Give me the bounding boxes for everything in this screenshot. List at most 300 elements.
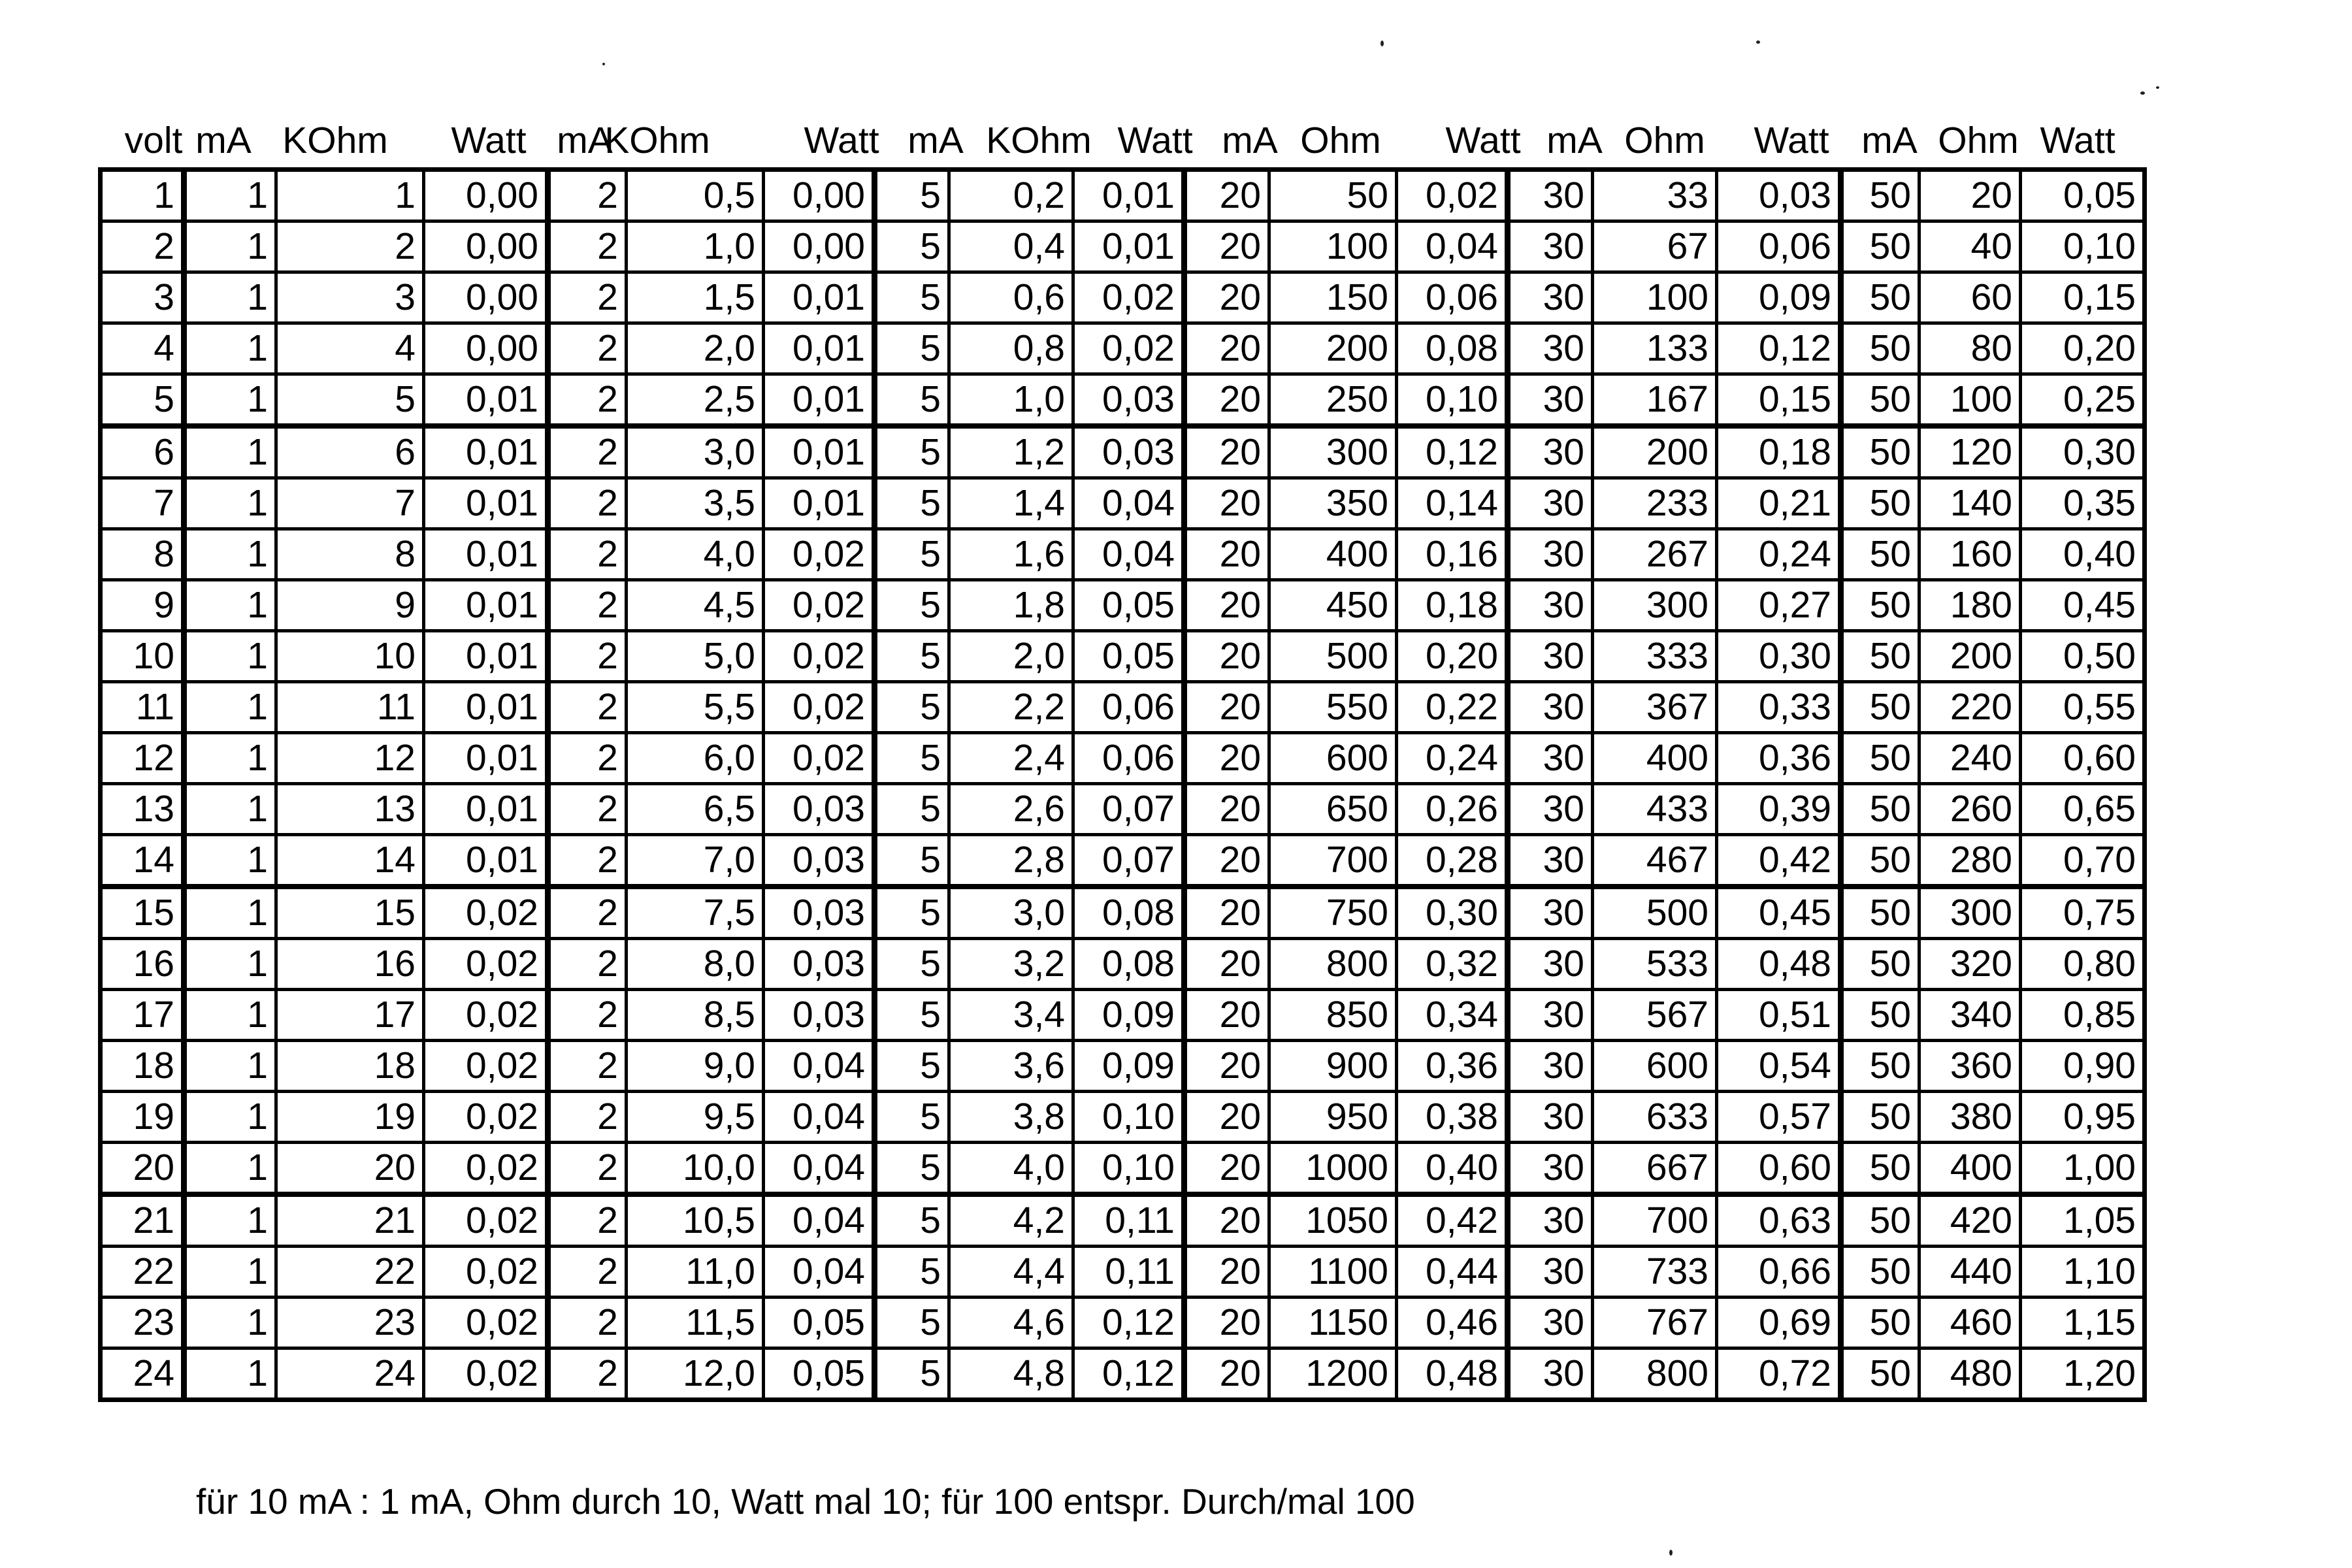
table-cell: 20	[1184, 323, 1269, 374]
table-cell: 7	[101, 478, 184, 529]
table-cell: 333	[1593, 631, 1717, 682]
table-cell: 30	[1508, 835, 1593, 887]
table-cell: 7,5	[627, 887, 764, 939]
table-cell: 2	[548, 733, 627, 784]
table-cell: 0,03	[1073, 374, 1184, 427]
table-cell: 1	[184, 580, 276, 631]
table-cell: 10	[276, 631, 424, 682]
table-cell: 850	[1269, 990, 1397, 1041]
table-cell: 20	[1184, 733, 1269, 784]
table-cell: 2	[548, 272, 627, 323]
table-cell: 0,01	[764, 323, 875, 374]
table-cell: 50	[1841, 990, 1919, 1041]
table-cell: 5,5	[627, 682, 764, 733]
table-cell: 5	[875, 835, 949, 887]
table-cell: 2	[276, 221, 424, 272]
table-cell: 1	[184, 887, 276, 939]
table-cell: 5	[276, 374, 424, 427]
column-header: mA	[1222, 120, 1278, 161]
table-cell: 2	[548, 374, 627, 427]
table-cell: 240	[1919, 733, 2021, 784]
table-cell: 4,8	[949, 1348, 1073, 1400]
table-cell: 5,0	[627, 631, 764, 682]
table-cell: 30	[1508, 784, 1593, 835]
table-cell: 20	[276, 1143, 424, 1195]
table-cell: 380	[1919, 1092, 2021, 1143]
table-cell: 0,60	[1717, 1143, 1841, 1195]
column-header: Watt	[451, 120, 527, 161]
scan-speck	[1669, 1550, 1673, 1556]
table-cell: 0,01	[424, 478, 548, 529]
table-cell: 20	[1184, 374, 1269, 427]
table-cell: 0,04	[764, 1247, 875, 1298]
table-cell: 180	[1919, 580, 2021, 631]
table-cell: 200	[1919, 631, 2021, 682]
table-cell: 600	[1593, 1041, 1717, 1092]
table-cell: 50	[1841, 1041, 1919, 1092]
table-cell: 50	[1841, 631, 1919, 682]
column-header: Ohm	[1624, 120, 1705, 161]
table-cell: 30	[1508, 221, 1593, 272]
table-cell: 0,20	[1397, 631, 1508, 682]
table-cell: 1	[184, 1298, 276, 1348]
table-cell: 7,0	[627, 835, 764, 887]
table-cell: 0,36	[1397, 1041, 1508, 1092]
table-row	[101, 1298, 2145, 1348]
table-cell: 460	[1919, 1298, 2021, 1348]
table-cell: 0,5	[627, 170, 764, 221]
table-cell: 1,8	[949, 580, 1073, 631]
table-cell: 30	[1508, 682, 1593, 733]
table-cell: 1,2	[949, 426, 1073, 478]
table-cell: 0,01	[424, 631, 548, 682]
table-cell: 2	[548, 784, 627, 835]
table-cell: 0,51	[1717, 990, 1841, 1041]
table-cell: 50	[1841, 478, 1919, 529]
table-cell: 30	[1508, 272, 1593, 323]
scan-speck	[2156, 86, 2159, 89]
table-cell: 3	[276, 272, 424, 323]
table-cell: 2	[548, 887, 627, 939]
table-cell: 0,34	[1397, 990, 1508, 1041]
table-cell: 0,11	[1073, 1247, 1184, 1298]
table-cell: 0,03	[764, 835, 875, 887]
table-cell: 0,02	[764, 631, 875, 682]
table-cell: 30	[1508, 1348, 1593, 1400]
table-cell: 0,35	[2021, 478, 2145, 529]
table-row	[101, 374, 2145, 427]
table-cell: 5	[101, 374, 184, 427]
table-cell: 440	[1919, 1247, 2021, 1298]
table-cell: 0,04	[764, 1041, 875, 1092]
table-cell: 50	[1841, 1143, 1919, 1195]
table-cell: 0,10	[1073, 1143, 1184, 1195]
table-cell: 30	[1508, 374, 1593, 427]
table-cell: 0,02	[764, 580, 875, 631]
table-cell: 2,6	[949, 784, 1073, 835]
table-cell: 0,2	[949, 170, 1073, 221]
table-cell: 0,55	[2021, 682, 2145, 733]
table-cell: 1	[101, 170, 184, 221]
scan-speck	[1756, 41, 1760, 44]
table-cell: 14	[101, 835, 184, 887]
table-cell: 50	[1841, 272, 1919, 323]
table-cell: 3,2	[949, 939, 1073, 990]
table-cell: 50	[1841, 221, 1919, 272]
table-cell: 1	[184, 374, 276, 427]
table-cell: 0,09	[1717, 272, 1841, 323]
table-cell: 0,22	[1397, 682, 1508, 733]
table-cell: 60	[1919, 272, 2021, 323]
table-cell: 1	[184, 529, 276, 580]
table-row	[101, 733, 2145, 784]
column-header: mA	[557, 120, 613, 161]
table-cell: 20	[1184, 1092, 1269, 1143]
table-cell: 20	[1184, 478, 1269, 529]
table-cell: 750	[1269, 887, 1397, 939]
table-cell: 30	[1508, 529, 1593, 580]
table-cell: 0,44	[1397, 1247, 1508, 1298]
table-cell: 0,00	[424, 170, 548, 221]
table-cell: 0,18	[1717, 426, 1841, 478]
table-cell: 5	[875, 990, 949, 1041]
table-cell: 0,00	[424, 221, 548, 272]
column-header: KOhm	[282, 120, 388, 161]
table-cell: 0,65	[2021, 784, 2145, 835]
table-cell: 0,63	[1717, 1194, 1841, 1247]
table-cell: 50	[1841, 835, 1919, 887]
table-cell: 50	[1841, 426, 1919, 478]
column-header: Watt	[2040, 120, 2115, 161]
table-cell: 1,15	[2021, 1298, 2145, 1348]
table-cell: 3,8	[949, 1092, 1073, 1143]
table-cell: 5	[875, 631, 949, 682]
table-cell: 0,01	[424, 580, 548, 631]
table-cell: 3,0	[949, 887, 1073, 939]
table-cell: 4,6	[949, 1298, 1073, 1348]
table-cell: 20	[1184, 887, 1269, 939]
table-cell: 0,02	[1073, 323, 1184, 374]
table-cell: 3,0	[627, 426, 764, 478]
table-cell: 0,10	[2021, 221, 2145, 272]
table-cell: 0,01	[424, 529, 548, 580]
table-cell: 0,38	[1397, 1092, 1508, 1143]
table-row	[101, 1247, 2145, 1298]
table-cell: 10,5	[627, 1194, 764, 1247]
table-cell: 0,27	[1717, 580, 1841, 631]
table-cell: 17	[276, 990, 424, 1041]
table-cell: 0,06	[1397, 272, 1508, 323]
table-row	[101, 990, 2145, 1041]
table-cell: 12,0	[627, 1348, 764, 1400]
table-cell: 0,01	[764, 426, 875, 478]
table-cell: 1,4	[949, 478, 1073, 529]
table-cell: 30	[1508, 1298, 1593, 1348]
table-cell: 17	[101, 990, 184, 1041]
table-cell: 0,12	[1397, 426, 1508, 478]
table-cell: 220	[1919, 682, 2021, 733]
table-cell: 20	[1184, 1041, 1269, 1092]
table-row	[101, 1041, 2145, 1092]
table-cell: 8,5	[627, 990, 764, 1041]
table-cell: 20	[1184, 529, 1269, 580]
table-cell: 5	[875, 323, 949, 374]
column-header: mA	[907, 120, 964, 161]
table-cell: 767	[1593, 1298, 1717, 1348]
table-cell: 0,01	[764, 272, 875, 323]
resistor-power-table	[98, 167, 2147, 1402]
table-cell: 280	[1919, 835, 2021, 887]
table-cell: 2	[548, 426, 627, 478]
table-cell: 0,03	[764, 887, 875, 939]
table-cell: 0,02	[424, 1194, 548, 1247]
table-cell: 30	[1508, 580, 1593, 631]
table-cell: 0,00	[424, 272, 548, 323]
table-cell: 0,10	[1073, 1092, 1184, 1143]
table-cell: 0,80	[2021, 939, 2145, 990]
table-cell: 24	[101, 1348, 184, 1400]
table-cell: 4	[101, 323, 184, 374]
table-cell: 22	[276, 1247, 424, 1298]
table-cell: 0,4	[949, 221, 1073, 272]
table-cell: 360	[1919, 1041, 2021, 1092]
table-cell: 0,18	[1397, 580, 1508, 631]
table-cell: 4,0	[627, 529, 764, 580]
table-cell: 5	[875, 1298, 949, 1348]
table-cell: 2,4	[949, 733, 1073, 784]
table-cell: 20	[1184, 1298, 1269, 1348]
table-cell: 8	[101, 529, 184, 580]
table-cell: 0,06	[1073, 733, 1184, 784]
table-cell: 30	[1508, 426, 1593, 478]
table-cell: 0,32	[1397, 939, 1508, 990]
column-header: KOhm	[986, 120, 1092, 161]
table-cell: 0,20	[2021, 323, 2145, 374]
table-cell: 0,01	[764, 478, 875, 529]
table-cell: 5	[875, 170, 949, 221]
table-cell: 15	[101, 887, 184, 939]
table-cell: 21	[276, 1194, 424, 1247]
table-cell: 8	[276, 529, 424, 580]
table-cell: 20	[1184, 631, 1269, 682]
table-cell: 0,06	[1717, 221, 1841, 272]
table-cell: 1	[184, 272, 276, 323]
table-cell: 450	[1269, 580, 1397, 631]
table-cell: 300	[1593, 580, 1717, 631]
table-cell: 0,00	[764, 170, 875, 221]
table-cell: 0,12	[1073, 1298, 1184, 1348]
table-cell: 0,85	[2021, 990, 2145, 1041]
table-cell: 0,66	[1717, 1247, 1841, 1298]
table-cell: 0,05	[2021, 170, 2145, 221]
table-cell: 0,46	[1397, 1298, 1508, 1348]
table-cell: 0,02	[424, 1143, 548, 1195]
table-cell: 4,2	[949, 1194, 1073, 1247]
table-cell: 0,06	[1073, 682, 1184, 733]
table-cell: 30	[1508, 1092, 1593, 1143]
column-header-row	[98, 110, 2169, 172]
table-cell: 11,0	[627, 1247, 764, 1298]
table-cell: 0,30	[1717, 631, 1841, 682]
table-cell: 23	[101, 1298, 184, 1348]
table-cell: 0,03	[764, 784, 875, 835]
table-cell: 500	[1593, 887, 1717, 939]
table-cell: 2	[101, 221, 184, 272]
table-cell: 167	[1593, 374, 1717, 427]
table-cell: 0,04	[764, 1092, 875, 1143]
table-cell: 30	[1508, 1247, 1593, 1298]
table-cell: 5	[875, 426, 949, 478]
table-body	[101, 170, 2145, 1400]
table-cell: 2	[548, 1194, 627, 1247]
table-cell: 30	[1508, 170, 1593, 221]
table-row	[101, 682, 2145, 733]
table-cell: 950	[1269, 1092, 1397, 1143]
table-cell: 2,8	[949, 835, 1073, 887]
table-cell: 0,01	[424, 374, 548, 427]
table-cell: 0,01	[424, 784, 548, 835]
table-cell: 50	[1841, 170, 1919, 221]
table-cell: 1	[184, 631, 276, 682]
table-cell: 0,02	[764, 529, 875, 580]
table-cell: 20	[1184, 1348, 1269, 1400]
table-cell: 400	[1269, 529, 1397, 580]
table-cell: 50	[1841, 1348, 1919, 1400]
table-cell: 30	[1508, 478, 1593, 529]
table-cell: 0,6	[949, 272, 1073, 323]
table-cell: 1	[184, 1041, 276, 1092]
table-cell: 300	[1269, 426, 1397, 478]
table-cell: 67	[1593, 221, 1717, 272]
table-cell: 0,10	[1397, 374, 1508, 427]
table-cell: 6,5	[627, 784, 764, 835]
table-cell: 30	[1508, 939, 1593, 990]
table-cell: 667	[1593, 1143, 1717, 1195]
table-cell: 267	[1593, 529, 1717, 580]
table-cell: 260	[1919, 784, 2021, 835]
column-header: volt	[124, 120, 183, 161]
table-cell: 0,03	[764, 990, 875, 1041]
scan-speck	[1380, 41, 1384, 46]
scan-speck	[602, 63, 605, 65]
table-cell: 0,02	[424, 1247, 548, 1298]
table-cell: 80	[1919, 323, 2021, 374]
table-cell: 50	[1841, 887, 1919, 939]
table-cell: 11	[276, 682, 424, 733]
table-cell: 150	[1269, 272, 1397, 323]
table-cell: 5	[875, 1041, 949, 1092]
table-cell: 50	[1269, 170, 1397, 221]
table-cell: 0,24	[1397, 733, 1508, 784]
table-cell: 16	[276, 939, 424, 990]
table-cell: 0,02	[764, 682, 875, 733]
table-cell: 1	[184, 1348, 276, 1400]
table-cell: 250	[1269, 374, 1397, 427]
table-cell: 5	[875, 1348, 949, 1400]
table-cell: 0,04	[1397, 221, 1508, 272]
table-cell: 10,0	[627, 1143, 764, 1195]
table-row	[101, 1143, 2145, 1195]
table-cell: 3,5	[627, 478, 764, 529]
table-cell: 0,75	[2021, 887, 2145, 939]
table-cell: 0,07	[1073, 835, 1184, 887]
table-cell: 0,02	[764, 733, 875, 784]
table-cell: 5	[875, 580, 949, 631]
table-cell: 15	[276, 887, 424, 939]
table-cell: 5	[875, 1143, 949, 1195]
table-cell: 420	[1919, 1194, 2021, 1247]
table-cell: 20	[1184, 990, 1269, 1041]
table-cell: 0,45	[1717, 887, 1841, 939]
table-cell: 16	[101, 939, 184, 990]
table-cell: 0,30	[1397, 887, 1508, 939]
table-cell: 633	[1593, 1092, 1717, 1143]
table-cell: 0,05	[764, 1348, 875, 1400]
column-header: mA	[195, 120, 252, 161]
table-cell: 12	[276, 733, 424, 784]
table-cell: 0,01	[764, 374, 875, 427]
table-cell: 5	[875, 1194, 949, 1247]
table-cell: 1	[184, 835, 276, 887]
table-cell: 700	[1593, 1194, 1717, 1247]
table-cell: 567	[1593, 990, 1717, 1041]
table-cell: 20	[1184, 170, 1269, 221]
table-cell: 2	[548, 323, 627, 374]
table-cell: 5	[875, 374, 949, 427]
table-cell: 5	[875, 784, 949, 835]
table-row	[101, 323, 2145, 374]
table-cell: 2	[548, 631, 627, 682]
table-cell: 30	[1508, 631, 1593, 682]
table-cell: 700	[1269, 835, 1397, 887]
table-cell: 1	[184, 323, 276, 374]
table-cell: 50	[1841, 939, 1919, 990]
table-cell: 900	[1269, 1041, 1397, 1092]
table-cell: 0,04	[1073, 529, 1184, 580]
table-cell: 1,0	[627, 221, 764, 272]
table-cell: 0,30	[2021, 426, 2145, 478]
table-cell: 1	[184, 990, 276, 1041]
table-cell: 2,5	[627, 374, 764, 427]
table-cell: 800	[1593, 1348, 1717, 1400]
table-cell: 0,03	[1717, 170, 1841, 221]
table-cell: 133	[1593, 323, 1717, 374]
table-cell: 1,0	[949, 374, 1073, 427]
table-cell: 0,04	[1073, 478, 1184, 529]
table-cell: 0,02	[424, 1092, 548, 1143]
table-row	[101, 835, 2145, 887]
table-cell: 100	[1919, 374, 2021, 427]
column-header: KOhm	[604, 120, 710, 161]
table-cell: 1	[184, 1247, 276, 1298]
table-cell: 0,02	[1073, 272, 1184, 323]
table-cell: 0,08	[1073, 939, 1184, 990]
table-cell: 13	[101, 784, 184, 835]
table-cell: 0,07	[1073, 784, 1184, 835]
table-cell: 20	[1184, 835, 1269, 887]
table-cell: 18	[276, 1041, 424, 1092]
table-cell: 5	[875, 529, 949, 580]
table-row	[101, 478, 2145, 529]
table-cell: 1	[184, 221, 276, 272]
table-cell: 0,02	[424, 887, 548, 939]
table-cell: 340	[1919, 990, 2021, 1041]
table-cell: 433	[1593, 784, 1717, 835]
table-cell: 13	[276, 784, 424, 835]
table-cell: 200	[1593, 426, 1717, 478]
table-cell: 3,6	[949, 1041, 1073, 1092]
table-cell: 6,0	[627, 733, 764, 784]
